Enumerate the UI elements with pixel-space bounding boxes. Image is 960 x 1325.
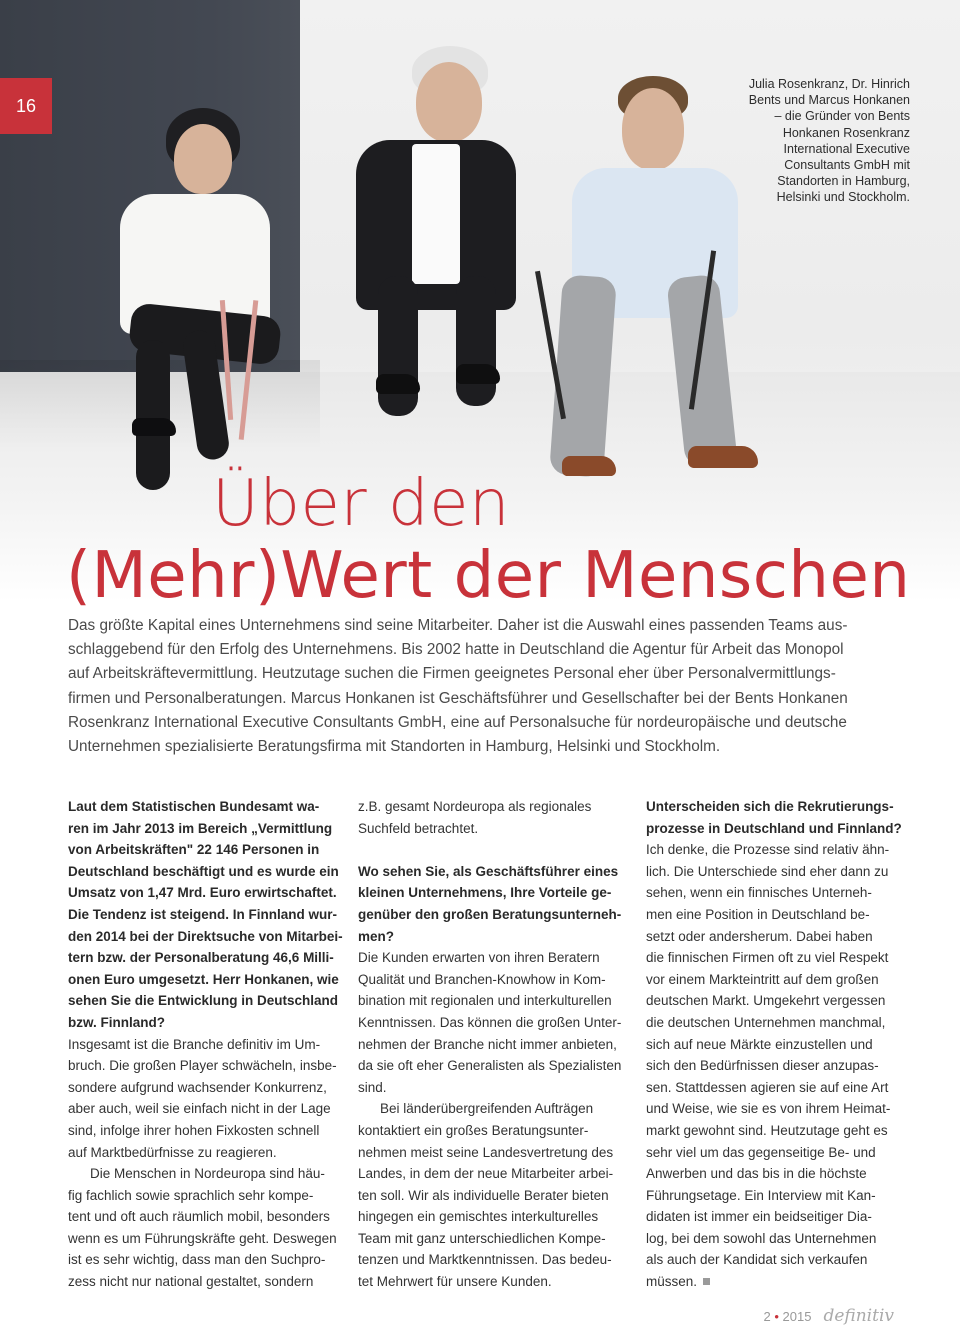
caption-line: – die Gründer von Bents	[774, 109, 910, 124]
body-column-2	[358, 796, 628, 1293]
answer-line: sondere aufgrund wachsender Konkurrenz,	[68, 1079, 327, 1095]
person-hinrich-bents	[356, 40, 536, 400]
question-line: Die Tendenz ist steigend. In Finnland wur-	[68, 906, 338, 922]
page-number-tab	[0, 78, 52, 134]
question-line: bzw. Finnland?	[68, 1014, 165, 1030]
question-line: Wo sehen Sie, als Geschäftsführer eines	[358, 863, 619, 879]
answer-line: setzt oder andersherum. Dabei haben	[646, 928, 873, 944]
answer-line: tet Mehrwert für unsere Kunden.	[358, 1274, 552, 1290]
caption-line: Bents und Marcus Honkanen	[748, 93, 910, 108]
answer-line: bruch. Die großen Player schwächeln, insbe-	[68, 1058, 337, 1074]
answer-line: markt gewohnt sind. Heutzutage geht es	[646, 1122, 888, 1138]
answer-line: Landes, in dem der neue Mitarbeiter arbei-	[358, 1166, 614, 1182]
issue-year: 2015	[782, 1309, 812, 1324]
answer-line: Anwerben und das bis in die höchste	[646, 1166, 867, 1182]
answer-line: tenzen und Marktkenntnissen. Das bedeu-	[358, 1252, 612, 1268]
answer-line: auf Marktbedürfnisse zu reagieren.	[68, 1144, 277, 1160]
answer-line: zess nicht nur national gestaltet, sondern	[68, 1274, 314, 1290]
answer-line: sich auf neue Märkte einzustellen und	[646, 1036, 873, 1052]
answer-line: lich. Die Unterschiede sind eher dann zu	[646, 863, 889, 879]
answer-line: sind.	[358, 1079, 387, 1095]
answer-line: wenn es um Führungskräfte geht. Deswegen	[68, 1230, 337, 1246]
answer-line: nehmen der Branche nicht immer anbieten,	[358, 1036, 617, 1052]
question-line: Umsatz von 1,47 Mrd. Euro erwirtschaftet.	[68, 885, 337, 901]
caption-line: Julia Rosenkranz, Dr. Hinrich	[748, 77, 910, 91]
question-line: Deutschland beschäftigt und es wurde ein	[68, 863, 339, 879]
question-line: tern bzw. der Personalberatung 46,6 Milli-	[68, 950, 334, 966]
article-headline	[66, 468, 910, 612]
answer-line: Qualität und Branchen-Knowhow in Kom-	[358, 971, 606, 987]
answer-line: Kenntnissen. Das können die großen Unter-	[358, 1014, 622, 1030]
question-line: Laut dem Statistischen Bundesamt wa-	[68, 799, 320, 814]
intro-line: auf Arbeitskräftevermittlung. Heutzutage suchen die Firmen geeignetes Personal eher über Personalvermittlungs-	[68, 665, 836, 683]
question-line: kleinen Unternehmens, Ihre Vorteile ge-	[358, 885, 612, 901]
intro-line: Das größte Kapital eines Unternehmens sind seine Mitarbeiter. Daher ist die Auswahl eines passenden Teams aus-	[68, 617, 848, 634]
answer-line: Insgesamt ist die Branche definitiv im Um-	[68, 1036, 321, 1052]
question-line: men?	[358, 928, 395, 944]
answer-line: Die Menschen in Nordeuropa sind häu-	[90, 1166, 325, 1182]
answer-line: müssen.	[646, 1274, 698, 1290]
answer-line: und Weise, wie sie es von ihrem Heimat-	[646, 1101, 891, 1117]
caption-line: International Executive	[783, 141, 910, 156]
caption-line: Helsinki und Stockholm.	[776, 190, 910, 205]
answer-line: fig fachlich sowie sprachlich sehr kompe-	[68, 1187, 314, 1203]
answer-line: Führungsetage. Ein Interview mit Kan-	[646, 1187, 876, 1203]
person-julia-rosenkranz	[110, 90, 310, 470]
answer-line: sind, infolge ihrer hohen Fixkosten schnell	[68, 1122, 320, 1138]
final-line	[646, 1271, 898, 1293]
answer-line: vor einem Markteintritt auf dem großen	[646, 971, 879, 987]
caption-line: Consultants GmbH mit	[784, 158, 910, 173]
magazine-logo: definitiv	[823, 1306, 894, 1325]
answer-line: die finnischen Firmen oft zu viel Respekt	[646, 950, 889, 966]
answer-line: log, bei dem sowohl das Unternehmen	[646, 1230, 877, 1246]
body-column-1	[68, 796, 343, 1293]
answer-line: sehen, wenn ein finnisches Unterneh-	[646, 885, 872, 901]
article-intro	[68, 614, 898, 759]
body-column-3	[646, 796, 902, 1293]
caption-line: Standorten in Hamburg,	[777, 174, 910, 189]
answer-line: deutschen Markt. Umgekehrt vergessen	[646, 993, 886, 1009]
question-line: ren im Jahr 2013 im Bereich „Vermittlung	[68, 820, 333, 836]
answer-line: men eine Position in Deutschland be-	[646, 906, 870, 922]
answer-line: Suchfeld betrachtet.	[358, 820, 479, 836]
issue-info	[764, 1309, 812, 1324]
answer-line: sen. Stattdessen agieren sie auf eine Art	[646, 1079, 889, 1095]
question-line: genüber den großen Beratungsunterneh-	[358, 906, 622, 922]
intro-line: Unternehmen spezialisierte Beratungsfirma mit Standorten in Hamburg, Helsinki und Stockholm.	[68, 738, 721, 756]
answer-line: didaten ist immer ein beidseitiger Dia-	[646, 1209, 872, 1225]
answer-line: sehr viel um das gegenseitige Be- und	[646, 1144, 876, 1160]
question-line: von Arbeitskräften" 22 146 Personen in	[68, 842, 320, 858]
answer-line: die deutschen Unternehmen manchmal,	[646, 1014, 886, 1030]
answer-line: ist es sehr wichtig, dass man den Suchpro-	[68, 1252, 326, 1268]
answer-line: hingegen ein gemischtes interkulturelles	[358, 1209, 599, 1225]
photo-caption	[700, 76, 910, 206]
answer-line: z.B. gesamt Nordeuropa als regionales	[358, 799, 592, 814]
answer-line: aber auch, weil sie einfach nicht in der Lage	[68, 1101, 331, 1117]
answer-line: da sie oft eher Generalisten als Spezialisten	[358, 1058, 622, 1074]
answer-line: Die Kunden erwarten von ihren Beratern	[358, 950, 600, 966]
answer-line: kontaktiert ein großes Beratungsunter-	[358, 1122, 589, 1138]
answer-line: ten soll. Wir als individuelle Berater bieten	[358, 1187, 609, 1203]
page-footer	[764, 1306, 894, 1325]
question-line: prozesse in Deutschland und Finnland?	[646, 820, 902, 836]
headline-line-2: (Mehr)Wert der Menschen	[66, 539, 911, 613]
question-line: den 2014 bei der Direktsuche von Mitarbei-	[68, 928, 343, 944]
separator-dot-icon: •	[770, 1309, 783, 1324]
page-number: 16	[15, 95, 37, 116]
caption-line: Honkanen Rosenkranz	[782, 125, 910, 140]
intro-line: schlaggebend für den Erfolg des Unternehmens. Bis 2002 hatte in Deutschland die Agentur für Arbeit das Monopol	[68, 641, 844, 659]
question-line: sehen Sie die Entwicklung in Deutschland	[68, 993, 339, 1009]
end-mark-icon	[703, 1278, 710, 1285]
answer-line: tent und oft auch räumlich mobil, besonders	[68, 1209, 330, 1225]
question-line: Unterscheiden sich die Rekrutierungs-	[646, 799, 894, 814]
answer-line: Bei länderübergreifenden Aufträgen	[380, 1101, 594, 1117]
answer-line: Ich denke, die Prozesse sind relativ ähn-	[646, 842, 890, 858]
issue-number: 2	[763, 1309, 771, 1324]
intro-line: Rosenkranz International Executive Consultants GmbH, eine auf Personalsuche für nordeuropäische und deutsche	[68, 713, 847, 731]
answer-line: Team mit ganz unterschiedlichen Kompe-	[358, 1230, 606, 1246]
answer-line: nehmen meist seine Landesvertretung des	[358, 1144, 614, 1160]
answer-line: sich den Bedürfnissen dieser anzupas-	[646, 1058, 879, 1074]
answer-line: als auch der Kandidat sich verkaufen	[646, 1252, 868, 1268]
question-line: onen Euro umgesetzt. Herr Honkanen, wie	[68, 971, 339, 987]
headline-line-1: Über den	[212, 467, 511, 541]
answer-line: bination mit regionalen und interkulturellen	[358, 993, 612, 1009]
intro-line: firmen und Personalberatungen. Marcus Honkanen ist Geschäftsführer und Gesellschafter bei der Bents Honkanen	[68, 689, 848, 707]
